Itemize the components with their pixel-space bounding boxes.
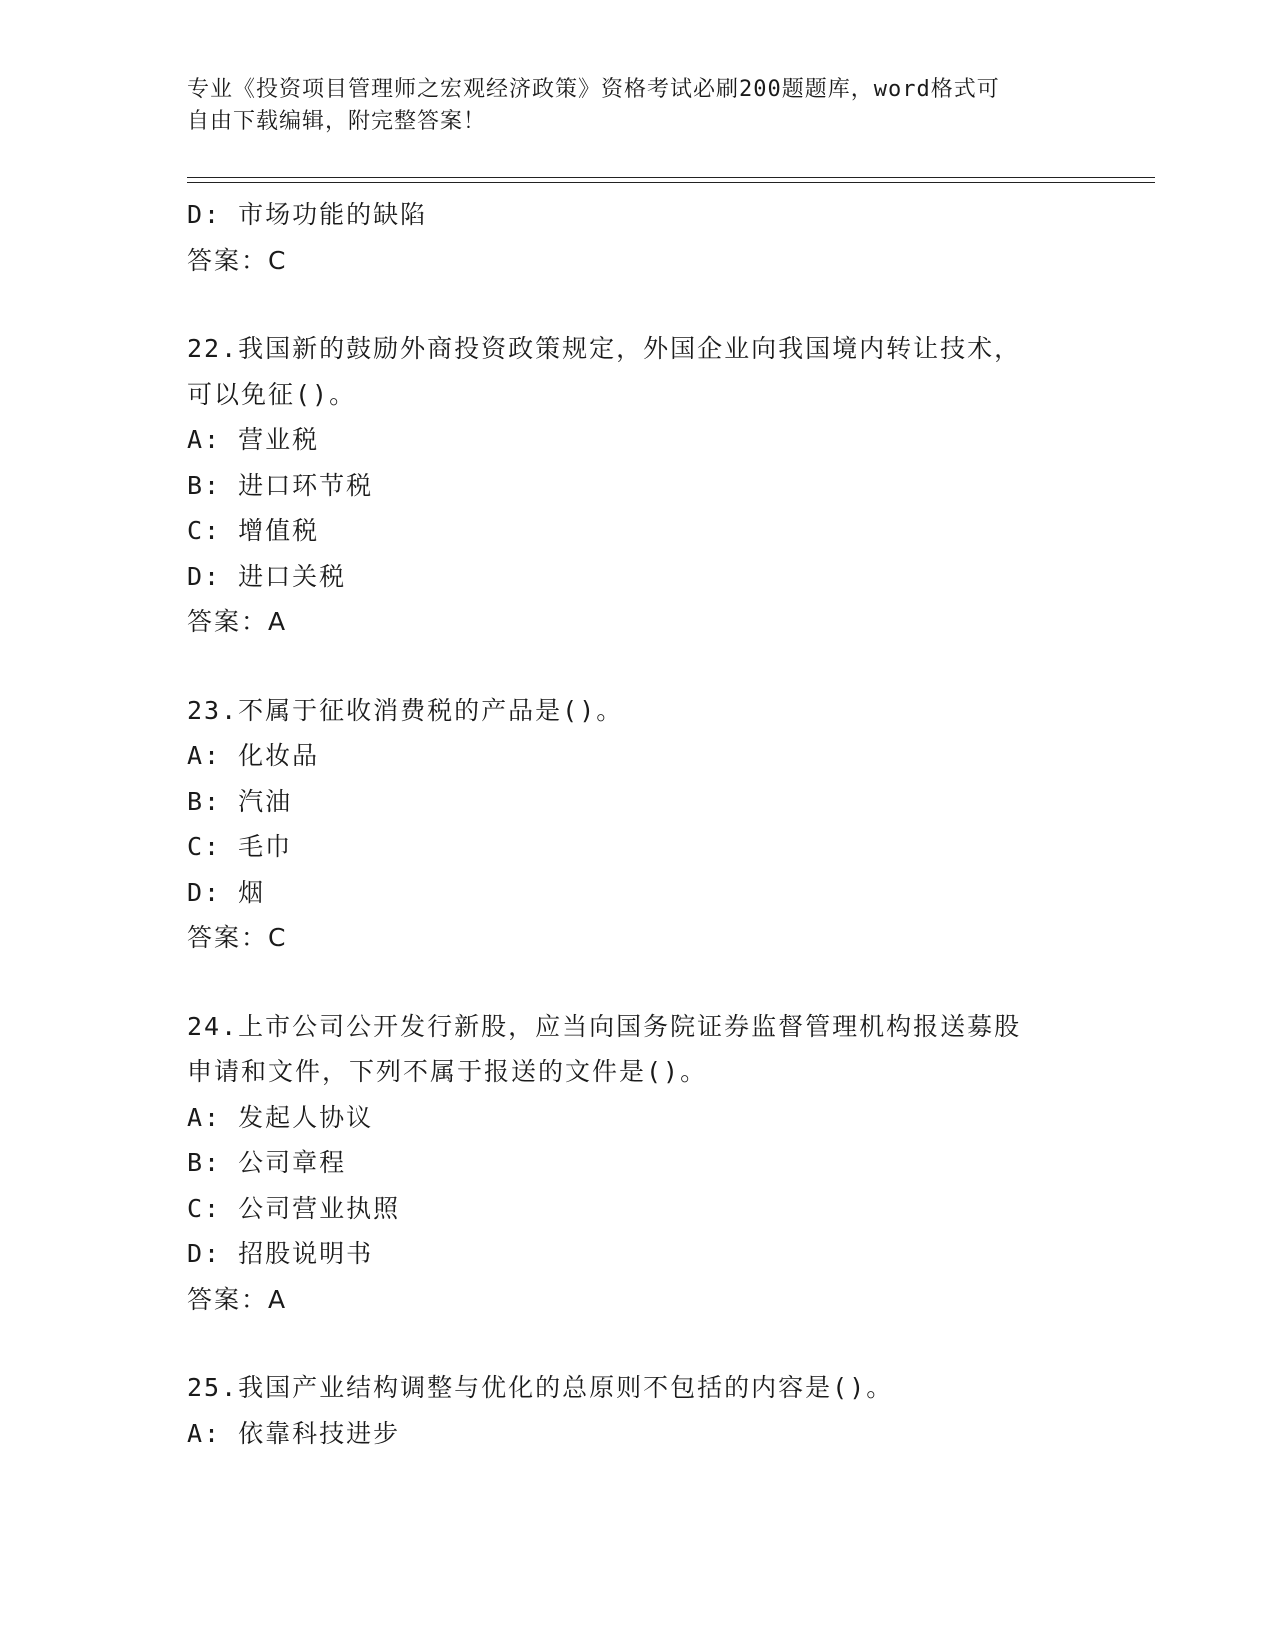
option-a: A: 化妆品 — [187, 741, 320, 770]
option-a: A: 发起人协议 — [187, 1102, 374, 1132]
answer-line: 答案：A — [187, 607, 288, 636]
option-d: D: 烟 — [187, 877, 266, 907]
question-24 — [187, 1004, 1087, 1323]
option-b: B: 公司章程 — [187, 1148, 347, 1177]
question-text-line: 23.不属于征收消费税的产品是()。 — [187, 695, 624, 725]
option-d: D: 市场功能的缺陷 — [187, 200, 428, 229]
option-d: D: 进口关税 — [187, 561, 347, 591]
option-b: B: 汽油 — [187, 786, 293, 816]
question-list — [187, 192, 1087, 1456]
header-divider — [187, 177, 1155, 178]
question-25 — [187, 1365, 1087, 1456]
question-23 — [187, 688, 1087, 961]
question-text-line: 可以免征()。 — [187, 379, 357, 409]
option-a: A: 营业税 — [187, 425, 320, 454]
question-text-line: 22.我国新的鼓励外商投资政策规定，外国企业向我国境内转让技术， — [187, 334, 1022, 363]
header-line: 自由下载编辑，附完整答案！ — [187, 109, 487, 134]
option-c: C: 毛巾 — [187, 832, 293, 861]
question-text-line: 25.我国产业结构调整与优化的总原则不包括的内容是()。 — [187, 1373, 894, 1402]
document-header — [187, 74, 1067, 138]
question-text-line: 24.上市公司公开发行新股，应当向国务院证券监督管理机构报送募股 — [187, 1011, 1022, 1041]
header-divider — [187, 182, 1155, 183]
option-a: A: 依靠科技进步 — [187, 1418, 401, 1448]
question-text-line: 申请和文件，下列不属于报送的文件是()。 — [187, 1057, 708, 1086]
option-c: C: 增值税 — [187, 516, 320, 545]
option-d: D: 招股说明书 — [187, 1239, 374, 1268]
option-b: B: 进口环节税 — [187, 470, 374, 500]
option-c: C: 公司营业执照 — [187, 1193, 401, 1223]
answer-line: 答案：A — [187, 1284, 288, 1314]
carryover-block — [187, 192, 1087, 283]
header-line: 专业《投资项目管理师之宏观经济政策》资格考试必刷200题题库，word格式可 — [187, 77, 1000, 102]
answer-line: 答案：C — [187, 245, 288, 275]
answer-line: 答案：C — [187, 923, 288, 952]
question-22 — [187, 326, 1087, 645]
